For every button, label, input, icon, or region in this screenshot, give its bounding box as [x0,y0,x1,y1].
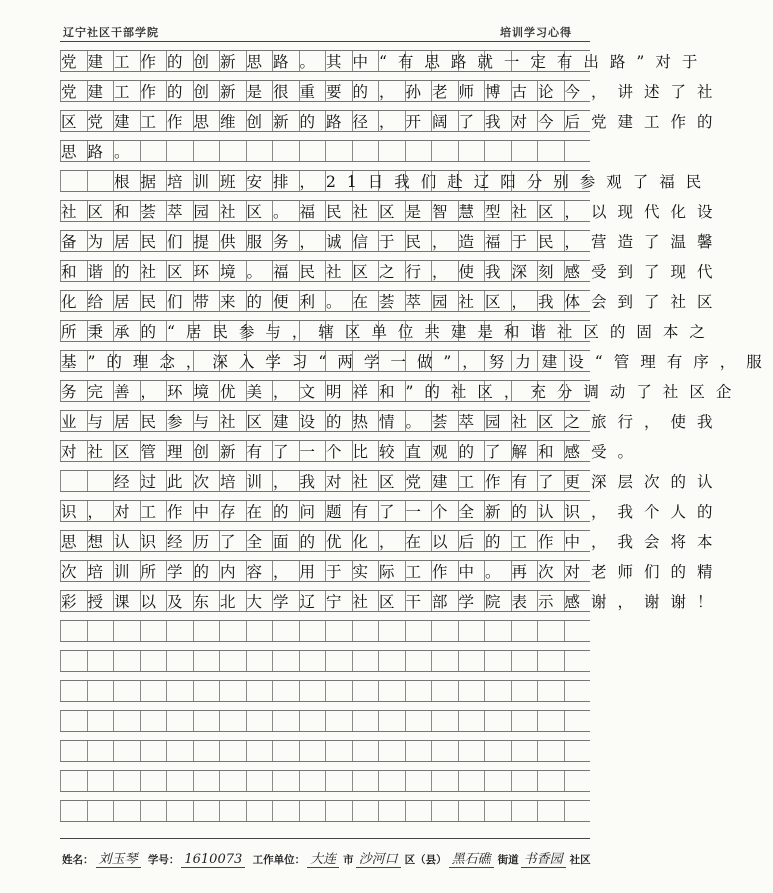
grid-cell [140,771,167,791]
grid-cell [431,681,458,701]
grid-cell [299,711,326,731]
grid-cell [272,711,299,731]
essay-line: 务完善，环境优美，文明祥和”的社区，充分调动了社区企 [61,383,743,401]
manuscript-row [60,800,590,822]
grid-cell [564,771,591,791]
grid-cell [537,801,564,821]
manuscript-row [60,740,590,762]
grid-cell [537,741,564,761]
grid-cell [87,741,114,761]
grid-cell [378,741,405,761]
grid-cell [60,681,87,701]
grid-cell [113,801,140,821]
grid-cell [378,621,405,641]
grid-cell [166,651,193,671]
grid-cell [378,771,405,791]
grid-cell [431,771,458,791]
grid-cell [193,141,220,161]
grid-cell [325,681,352,701]
grid-cell [219,681,246,701]
grid-cell [246,681,273,701]
unit-label: 工作单位： [252,854,306,866]
grid-cell [113,621,140,641]
essay-line: 基”的理念，深入学习“两学一做”，努力建设“管理有序，服 [61,353,773,371]
grid-cell [378,651,405,671]
grid-cell [219,771,246,791]
grid-cell [272,681,299,701]
grid-cell [352,681,379,701]
grid-cell [325,771,352,791]
grid-cell [405,711,432,731]
manuscript-row [60,560,724,582]
grid-cell [60,651,87,671]
grid-cell [272,771,299,791]
grid-cell [193,741,220,761]
grid-cell [113,771,140,791]
grid-cell [405,741,432,761]
grid-cell [193,771,220,791]
footer-rule [60,838,590,839]
grid-cell [564,741,591,761]
grid-cell [299,741,326,761]
manuscript-row [60,200,724,222]
manuscript-row [60,380,743,402]
grid-cell [564,711,591,731]
grid-cell [325,141,352,161]
grid-cell [272,801,299,821]
grid-cell [299,681,326,701]
grid-cell [537,711,564,731]
grid-cell [431,651,458,671]
grid-cell [458,141,485,161]
grid-cell [484,651,511,671]
grid-cell [246,711,273,731]
grid-cell [193,621,220,641]
grid-cell [458,771,485,791]
grid-cell [60,801,87,821]
grid-cell [87,621,114,641]
grid-cell [511,801,538,821]
grid-cell [484,711,511,731]
grid-cell [431,621,458,641]
grid-cell [193,651,220,671]
grid-cell [325,711,352,731]
grid-cell [378,801,405,821]
manuscript-row [60,230,724,252]
essay-line: 彩授课以及东北大学辽宁社区干部学院表示感谢，谢谢！ [61,593,724,611]
grid-cell [537,141,564,161]
essay-line: 区党建工作思维创新的路径，开阔了我对今后党建工作的 [61,113,724,131]
grid-cell [219,741,246,761]
grid-cell [87,771,114,791]
grid-cell [405,651,432,671]
street-suffix: 街道 [497,854,519,866]
essay-line: 党建工作的创新思路。其中“有思路就一定有出路”对于 [61,53,709,71]
grid-cell [484,801,511,821]
manuscript-row [60,650,590,672]
grid-cell [405,771,432,791]
grid-cell [140,801,167,821]
grid-cell [511,651,538,671]
grid-cell [299,651,326,671]
grid-cell [378,141,405,161]
manuscript-row [60,710,590,732]
grid-cell [405,681,432,701]
manuscript-row [60,410,724,432]
grid-cell [140,681,167,701]
grid-cell [219,801,246,821]
grid-cell [60,621,87,641]
grid-cell [537,681,564,701]
manuscript-row [60,470,724,492]
grid-cell [246,651,273,671]
grid-cell [484,681,511,701]
essay-line: 根据培训班安排，21日我们赴辽阳分别参观了福民 [61,173,713,191]
manuscript-row [60,80,724,102]
grid-cell [140,711,167,731]
grid-cell [246,801,273,821]
grid-cell [166,741,193,761]
grid-cell [564,801,591,821]
grid-cell [325,651,352,671]
grid-cell [352,621,379,641]
grid-cell [431,711,458,731]
grid-cell [431,741,458,761]
grid-cell [166,681,193,701]
grid-cell [140,621,167,641]
essay-line: 化给居民们带来的便利。在荟萃园社区，我体会到了社区 [61,293,724,311]
grid-cell [299,771,326,791]
grid-cell [219,651,246,671]
manuscript-row [60,590,724,612]
essay-line: 业与居民参与社区建设的热情。荟萃园社区之旅行，使我 [61,413,724,431]
grid-cell [299,801,326,821]
grid-cell [246,141,273,161]
grid-cell [511,711,538,731]
grid-cell [272,741,299,761]
grid-cell [405,801,432,821]
grid-cell [272,651,299,671]
grid-cell [140,141,167,161]
grid-cell [219,711,246,731]
grid-cell [484,621,511,641]
name-value: 刘玉琴 [96,848,141,868]
grid-cell [537,771,564,791]
grid-cell [87,651,114,671]
grid-cell [193,711,220,731]
manuscript-row [60,170,713,192]
header-left-title: 辽宁社区干部学院 [63,26,159,39]
essay-line: 次培训所学的内容，用于实际工作中。再次对老师们的精 [61,563,724,581]
grid-cell [87,801,114,821]
manuscript-row [60,140,590,162]
grid-cell [299,141,326,161]
essay-line: 思想认识经历了全面的优化，在以后的工作中，我会将本 [61,533,724,551]
essay-line: 思路。 [61,143,141,161]
grid-cell [352,801,379,821]
grid-cell [537,651,564,671]
grid-cell [113,711,140,731]
city-value: 大连 [307,848,339,868]
essay-line: 和谐的社区环境。福民社区之行，使我深刻感受到了现代 [61,263,724,281]
grid-cell [219,141,246,161]
grid-cell [458,651,485,671]
grid-cell [511,771,538,791]
grid-cell [140,651,167,671]
essay-line: 备为居民们提供服务，诚信于民，造福于民，营造了温馨 [61,233,724,251]
grid-cell [272,621,299,641]
grid-cell [246,741,273,761]
grid-cell [325,801,352,821]
name-label: 姓名： [62,854,94,866]
grid-cell [113,651,140,671]
grid-cell [511,741,538,761]
city-suffix: 市 [343,854,354,866]
essay-line: 经过此次培训，我对社区党建工作有了更深层次的认 [61,473,724,491]
grid-cell [511,621,538,641]
grid-cell [511,141,538,161]
manuscript-row [60,290,724,312]
grid-cell [140,741,167,761]
essay-line: 党建工作的创新是很重要的，孙老师博古论今，讲述了社 [61,83,724,101]
grid-cell [564,621,591,641]
manuscript-grid [60,50,773,830]
grid-cell [352,771,379,791]
header-rule [60,41,590,42]
grid-cell [352,741,379,761]
grid-cell [60,711,87,731]
grid-cell [564,141,591,161]
grid-cell [352,711,379,731]
grid-cell [87,711,114,731]
manuscript-row [60,440,645,462]
grid-cell [537,621,564,641]
grid-cell [246,621,273,641]
grid-cell [299,621,326,641]
grid-cell [484,771,511,791]
grid-cell [378,681,405,701]
grid-cell [60,771,87,791]
grid-cell [484,141,511,161]
grid-cell [166,771,193,791]
grid-cell [484,741,511,761]
essay-line: 所秉承的“居民参与，辖区单位共建是和谐社区的固本之 [61,323,716,341]
manuscript-row [60,110,724,132]
grid-cell [405,141,432,161]
grid-cell [166,711,193,731]
grid-cell [87,681,114,701]
grid-cell [378,711,405,731]
essay-line: 识，对工作中存在的问题有了一个全新的认识，我个人的 [61,503,724,521]
grid-cell [113,741,140,761]
manuscript-row [60,680,590,702]
grid-cell [166,621,193,641]
grid-cell [352,651,379,671]
grid-cell [272,141,299,161]
manuscript-row [60,620,590,642]
grid-cell [325,621,352,641]
grid-cell [166,141,193,161]
header-right-title: 培训学习心得 [500,26,572,39]
grid-cell [511,681,538,701]
manuscript-row [60,350,773,372]
manuscript-row [60,320,716,342]
grid-cell [246,771,273,791]
grid-cell [193,801,220,821]
grid-cell [352,141,379,161]
grid-cell [458,711,485,731]
manuscript-row [60,50,709,72]
grid-cell [564,651,591,671]
essay-line: 社区和荟萃园社区。福民社区是智慧型社区，以现代化设 [61,203,724,221]
manuscript-row [60,500,724,522]
grid-cell [458,741,485,761]
id-label: 学号： [147,854,180,866]
grid-cell [458,681,485,701]
grid-cell [113,681,140,701]
community-value: 书香园 [521,848,566,868]
street-value: 黑石礁 [449,848,494,868]
grid-cell [564,681,591,701]
grid-cell [458,801,485,821]
manuscript-row [60,530,724,552]
footer-info [62,848,592,868]
manuscript-row [60,770,590,792]
grid-cell [458,621,485,641]
district-suffix: 区（县） [404,854,447,866]
grid-cell [405,621,432,641]
district-value: 沙河口 [356,848,401,868]
essay-line: 对社区管理创新有了一个比较直观的了解和感受。 [61,443,645,461]
grid-cell [431,141,458,161]
id-value: 1610073 [181,852,245,868]
community-suffix: 社区 [569,854,591,866]
grid-cell [166,801,193,821]
grid-cell [193,681,220,701]
grid-cell [325,741,352,761]
manuscript-row [60,260,724,282]
grid-cell [60,741,87,761]
grid-cell [431,801,458,821]
grid-cell [219,621,246,641]
